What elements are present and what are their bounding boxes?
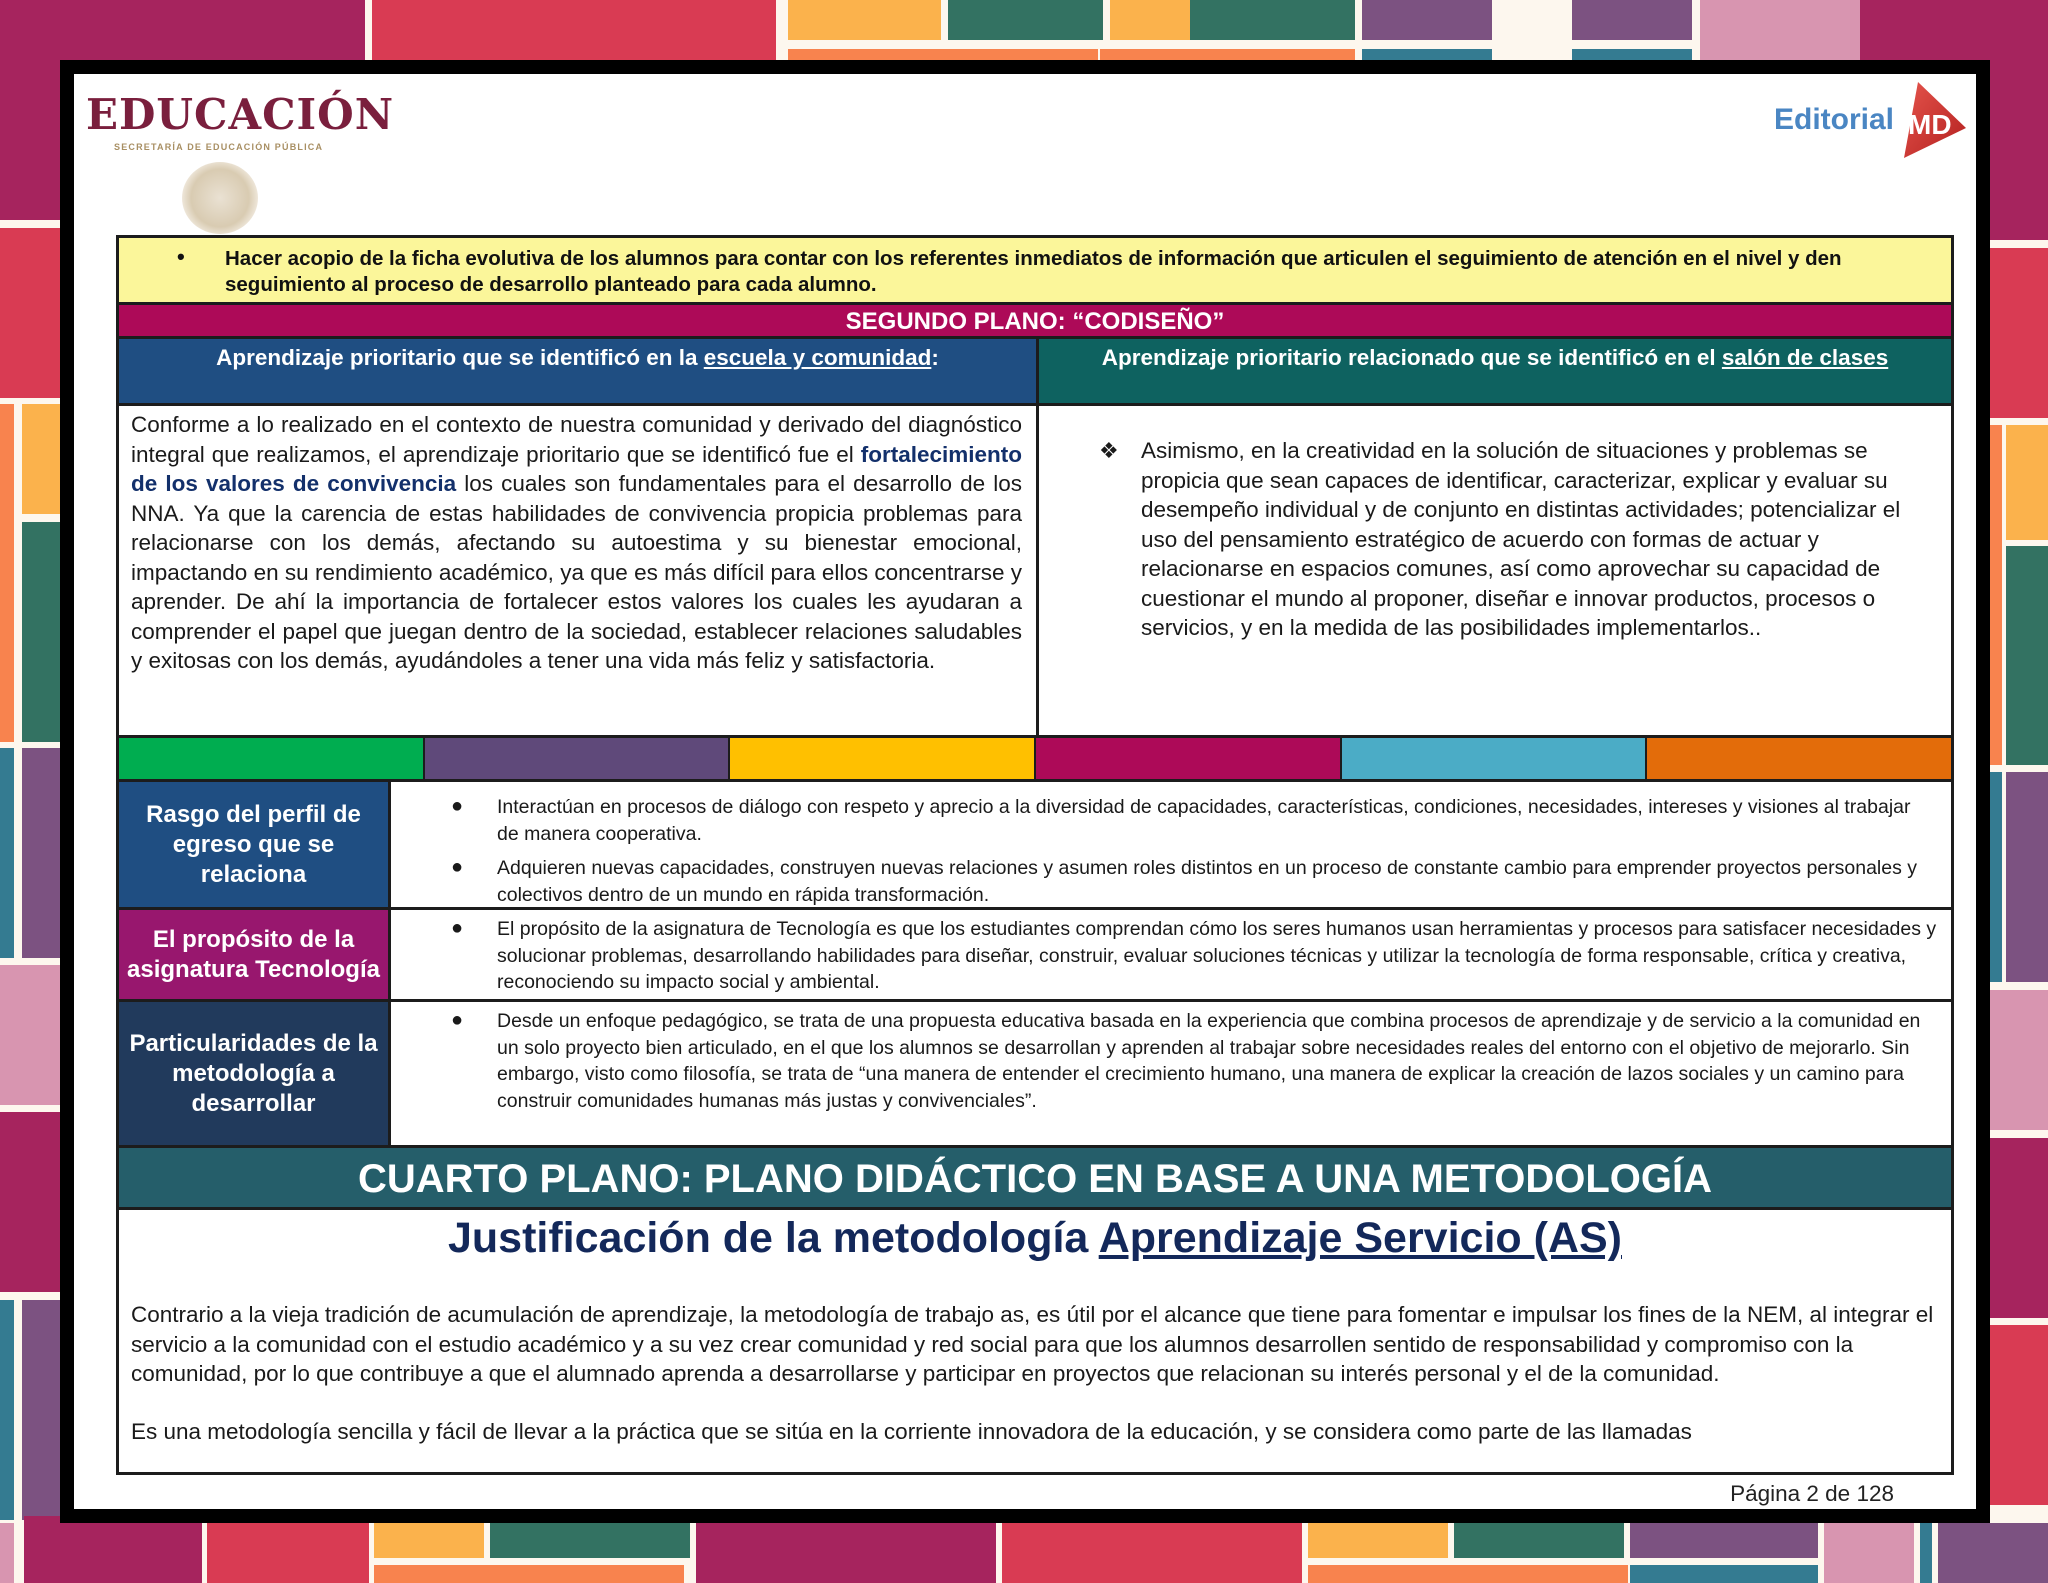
info-row-label: Particularidades de la metodología a desarrollar — [119, 1002, 391, 1145]
bullet-icon: • — [177, 244, 185, 269]
bg-tile — [374, 1565, 684, 1583]
color-swatch — [1342, 738, 1648, 779]
info-row-subject-purpose — [119, 907, 1951, 999]
body-text: los cuales son fundamentales para el desarrollo de los NNA. Ya que la carencia de estas habilidades de convivencia propicia problemas para relacionarse con los demás, afectando su autoestima y su bienestar emocional, impactando en su rendimiento académico, ya que es más difícil para ellos concentrarse y aprender. De ahí la importancia de fortalecer estos valores los cuales les ayudaran a comprender el papel que juegan dentro de la sociedad, establecer relaciones saludables y exitosas con los demás, ayudándoles a tener una vida más feliz y satisfactoria. — [131, 471, 1022, 673]
bg-tile — [1824, 1523, 1914, 1583]
color-swatch — [1036, 738, 1342, 779]
bg-tile — [1990, 248, 2048, 418]
header-suffix: : — [931, 345, 939, 370]
list-item-text: Adquieren nuevas capacidades, construyen nuevas relaciones y asumen roles distintos en un proceso de constante cambio para emprender proyectos personales y colectivos dentro de un mundo en rápida transformación. — [497, 857, 1918, 906]
bg-tile — [0, 748, 14, 958]
info-row-methodology-particulars — [119, 999, 1951, 1145]
bg-tile — [1990, 425, 2002, 765]
list-item — [451, 1008, 1937, 1114]
list-item — [451, 916, 1937, 996]
bg-tile — [1308, 1523, 1448, 1558]
intro-item-text: Hacer acopio de la ficha evolutiva de los alumnos para contar con los referentes inmediatos de información que articulen el seguimiento de atención en el nivel y den seguimiento al proceso de desarrollo planteado para cada alumno. — [225, 247, 1842, 296]
paragraph: Es una metodología sencilla y fácil de llevar a la práctica que se sitúa en la corriente innovadora de la educación, y se considera como parte de las llamadas — [131, 1418, 1692, 1444]
bg-tile — [24, 1516, 202, 1583]
cuarto-plano-title: CUARTO PLANO: PLANO DIDÁCTICO EN BASE A UNA METODOLOGÍA — [119, 1145, 1951, 1207]
bg-tile — [1700, 0, 1860, 62]
bg-tile — [1990, 1138, 2048, 1318]
color-swatch — [119, 738, 425, 779]
bg-tile — [22, 748, 62, 958]
bg-tile — [2006, 425, 2048, 540]
bg-tile — [1362, 0, 1492, 40]
heading-text: Justificación de la metodología — [447, 1214, 1099, 1262]
list-item-text: Desde un enfoque pedagógico, se trata de una propuesta educativa basada en la experiencia que combina procesos de aprendizaje y de servicio a la comunidad en un solo proyecto bien articulado, en el que los alumnos se desarrollan y aprenden al trabajar sobre necesidades reales del entorno con el objetivo de mejorarlo. Sin embargo, visto como filosofía, se trata de “una manera de entender el crecimiento humano, una manera de explicar la creación de lazos sociales y un camino para construir comunidades humanas más justas y convivenciales”. — [497, 1010, 1921, 1112]
bg-tile — [948, 0, 1103, 40]
bg-tile — [1572, 0, 1692, 40]
heading-link-text: Aprendizaje Servicio (AS) — [1098, 1214, 1622, 1262]
bg-tile — [696, 1523, 996, 1583]
header-link-text: escuela y comunidad — [703, 345, 932, 370]
body-text: Conforme a lo realizado en el contexto de nuestra comunidad y derivado del diagnóstico integral que realizamos, el aprendizaje prioritario que se identificó fue el — [131, 412, 1022, 467]
justification-heading — [119, 1210, 1951, 1284]
bg-tile — [1990, 990, 2048, 1130]
info-row-label: El propósito de la asignatura Tecnología — [119, 910, 391, 999]
bg-tile — [0, 965, 62, 1105]
color-swatch — [730, 738, 1036, 779]
sep-logo-subtitle: SECRETARÍA DE EDUCACIÓN PÚBLICA — [114, 142, 324, 152]
school-community-header — [119, 339, 1039, 403]
bg-tile — [22, 1300, 62, 1520]
list-item — [451, 794, 1937, 847]
bg-tile — [0, 404, 14, 742]
sep-logo — [86, 92, 394, 152]
bg-tile — [1938, 1523, 2048, 1583]
bg-tile — [1920, 1523, 1932, 1583]
bg-tile — [1990, 1325, 2048, 1505]
classroom-body-text: Asimismo, en la creatividad en la solución de situaciones y problemas se propicia que sean capaces de identificar, caracterizar, explicar y evaluar su desempeño individual y de conjunto en distintas actividades; potencializar el uso del pensamiento estratégico de acuerdo con formas de actuar y relacionarse en espacios comunes, así como aprovechar su capacidad de cuestionar el mundo al proponer, diseñar e innovar productos, procesos o servicios, y en la medida de las posibilidades implementarlos.. — [1141, 438, 1901, 640]
codesign-table — [116, 235, 1954, 1475]
bg-tile — [1002, 1523, 1302, 1583]
bg-tile — [788, 0, 941, 40]
color-swatch — [425, 738, 731, 779]
bg-tile — [207, 1523, 369, 1583]
bg-tile — [1308, 1565, 1628, 1583]
bg-tile — [374, 1523, 484, 1558]
header-text: Aprendizaje prioritario que se identificó en la — [216, 345, 704, 370]
bg-tile — [1190, 0, 1355, 40]
list-item-text: El propósito de la asignatura de Tecnología es que los estudiantes comprendan cómo los seres humanos usan herramientas y procesos para satisfacer necesidades y solucionar problemas, desarrollando habilidades para diseñar, construir, evaluar soluciones técnicas y utilizar la tecnología de forma responsable, crítica y creativa, reconociendo su impacto social y ambiental. — [497, 918, 1937, 993]
editorial-logo-word: Editorial — [1773, 103, 1894, 136]
segundo-plano-title: SEGUNDO PLANO: “CODISEÑO” — [119, 302, 1951, 336]
bg-tile — [22, 404, 62, 514]
sep-logo-title: EDUCACIÓN — [86, 90, 395, 139]
bg-tile — [0, 228, 62, 398]
header-text: Aprendizaje prioritario relacionado que se identificó en el — [1101, 345, 1722, 370]
info-row-label: Rasgo del perfil de egreso que se relaciona — [119, 782, 391, 907]
bg-tile — [2006, 772, 2048, 982]
classroom-header — [1039, 339, 1951, 403]
color-swatch — [1647, 738, 1951, 779]
md-triangle-logo-icon — [1900, 82, 1966, 158]
bg-tile — [1630, 1565, 1818, 1583]
info-row-content — [391, 910, 1951, 999]
bg-tile — [2006, 546, 2048, 765]
svg-text:MD: MD — [1908, 109, 1952, 140]
intro-item — [119, 238, 1951, 302]
list-item-text: Interactúan en procesos de diálogo con respeto y aprecio a la diversidad de capacidades, características, condiciones, necesidades, intereses y visiones al trabajar de manera cooperativa. — [497, 796, 1911, 845]
classroom-body — [1039, 406, 1951, 735]
diamond-bullet-icon: ❖ — [1099, 438, 1119, 463]
bg-tile — [490, 1523, 690, 1558]
document-content — [116, 235, 1954, 1475]
list-item — [451, 855, 1937, 908]
bg-tile — [0, 1112, 62, 1292]
priority-learning-bodies — [119, 403, 1951, 735]
school-community-body — [119, 406, 1039, 735]
bg-tile — [1630, 1523, 1818, 1558]
bg-tile — [22, 522, 62, 742]
bullet-icon: ● — [451, 795, 464, 817]
bg-tile — [0, 1523, 14, 1583]
info-row-graduate-profile — [119, 779, 1951, 907]
header-link-text: salón de clases — [1721, 345, 1889, 370]
methodology-justification — [119, 1207, 1951, 1472]
justification-body — [119, 1300, 1951, 1446]
editorial-md-logo — [1774, 82, 1966, 158]
page-number: Página 2 de 128 — [1730, 1481, 1894, 1506]
highlight-text: fortalecimiento de los valores de convivencia — [131, 441, 1022, 496]
color-strip — [119, 735, 1951, 779]
info-row-content — [391, 1002, 1951, 1145]
bullet-icon: ● — [451, 917, 464, 939]
bg-tile — [0, 0, 62, 220]
coat-of-arms-seal-icon — [182, 162, 258, 234]
priority-learning-headers — [119, 336, 1951, 403]
bg-tile — [1990, 772, 2002, 982]
bg-tile — [1454, 1523, 1624, 1558]
paragraph: Contrario a la vieja tradición de acumulación de aprendizaje, la metodología de trabajo as, es útil por el alcance que tiene para fomentar e impulsar los fines de la NEM, al integrar el servicio a la comunidad con el estudio académico y a su vez crear comunidad y red social para que los alumnos desarrollen sentido de responsabilidad y compromiso con la comunidad, por lo que contribuye a que el alumnado aprenda a desarrollarse y participar en proyectos que relacionan su interés personal y el de la comunidad. — [131, 1302, 1934, 1386]
bg-tile — [0, 1300, 14, 1520]
info-row-content — [391, 782, 1951, 907]
bg-tile — [372, 0, 776, 62]
bullet-icon: ● — [451, 1009, 464, 1031]
bullet-icon: ● — [451, 856, 464, 878]
